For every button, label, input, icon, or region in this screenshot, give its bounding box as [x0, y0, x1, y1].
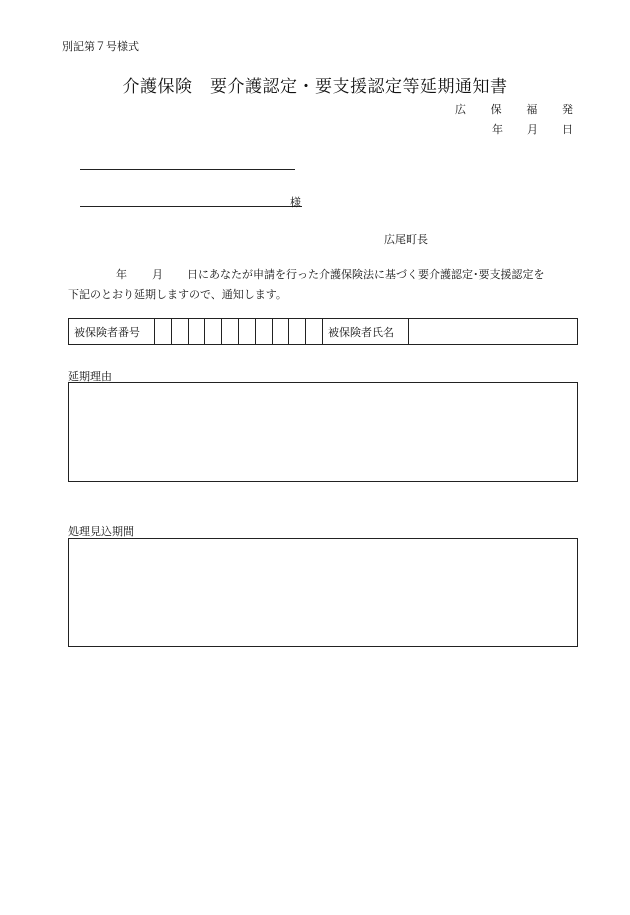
insured-number-digit-cell[interactable] — [222, 319, 239, 344]
insured-info-table — [68, 318, 578, 345]
body-line-2: 下記のとおり延期しますので、通知します。 — [68, 288, 287, 301]
recipient-address-line — [80, 169, 295, 170]
insured-number-label: 被保険者番号 — [69, 319, 155, 344]
insured-name-label: 被保険者氏名 — [323, 319, 409, 344]
insured-number-digit-cell[interactable] — [256, 319, 273, 344]
date-day: 日 — [562, 123, 573, 136]
insured-number-digit-cell[interactable] — [289, 319, 306, 344]
reference-date — [492, 121, 573, 137]
insured-number-digit-cell[interactable] — [205, 319, 222, 344]
postponement-reason-label: 延期理由 — [68, 370, 112, 383]
issuer-name: 広尾町長 — [384, 233, 428, 246]
reference-char: 福 — [526, 103, 538, 116]
insured-number-digit-cell[interactable] — [155, 319, 172, 344]
insured-number-digit-cell[interactable] — [239, 319, 256, 344]
form-label: 別記第７号様式 — [62, 40, 139, 53]
body-text: 日にあなたが申請を行った介護保険法に基づく要介護認定･要支援認定を — [187, 268, 545, 281]
insured-number-digit-cell[interactable] — [172, 319, 189, 344]
date-year: 年 — [492, 123, 503, 136]
document-title: 介護保険 要介護認定・要支援認定等延期通知書 — [122, 77, 508, 97]
insured-name-field[interactable] — [409, 319, 577, 344]
reference-char: 発 — [561, 103, 573, 116]
body-line-1 — [68, 266, 583, 282]
reference-char: 保 — [490, 103, 502, 116]
date-month: 月 — [527, 123, 538, 136]
insured-number-digit-cell[interactable] — [306, 319, 323, 344]
postponement-reason-box[interactable] — [68, 382, 578, 482]
reference-number — [455, 101, 573, 117]
insured-number-digit-cell[interactable] — [189, 319, 206, 344]
body-year: 年 — [116, 268, 127, 281]
body-month: 月 — [152, 268, 163, 281]
insured-number-digit-cell[interactable] — [273, 319, 290, 344]
recipient-name-line — [80, 206, 302, 207]
recipient-suffix: 様 — [290, 196, 301, 209]
expected-period-label: 処理見込期間 — [68, 525, 134, 538]
reference-char: 広 — [455, 103, 466, 116]
expected-period-box[interactable] — [68, 538, 578, 647]
